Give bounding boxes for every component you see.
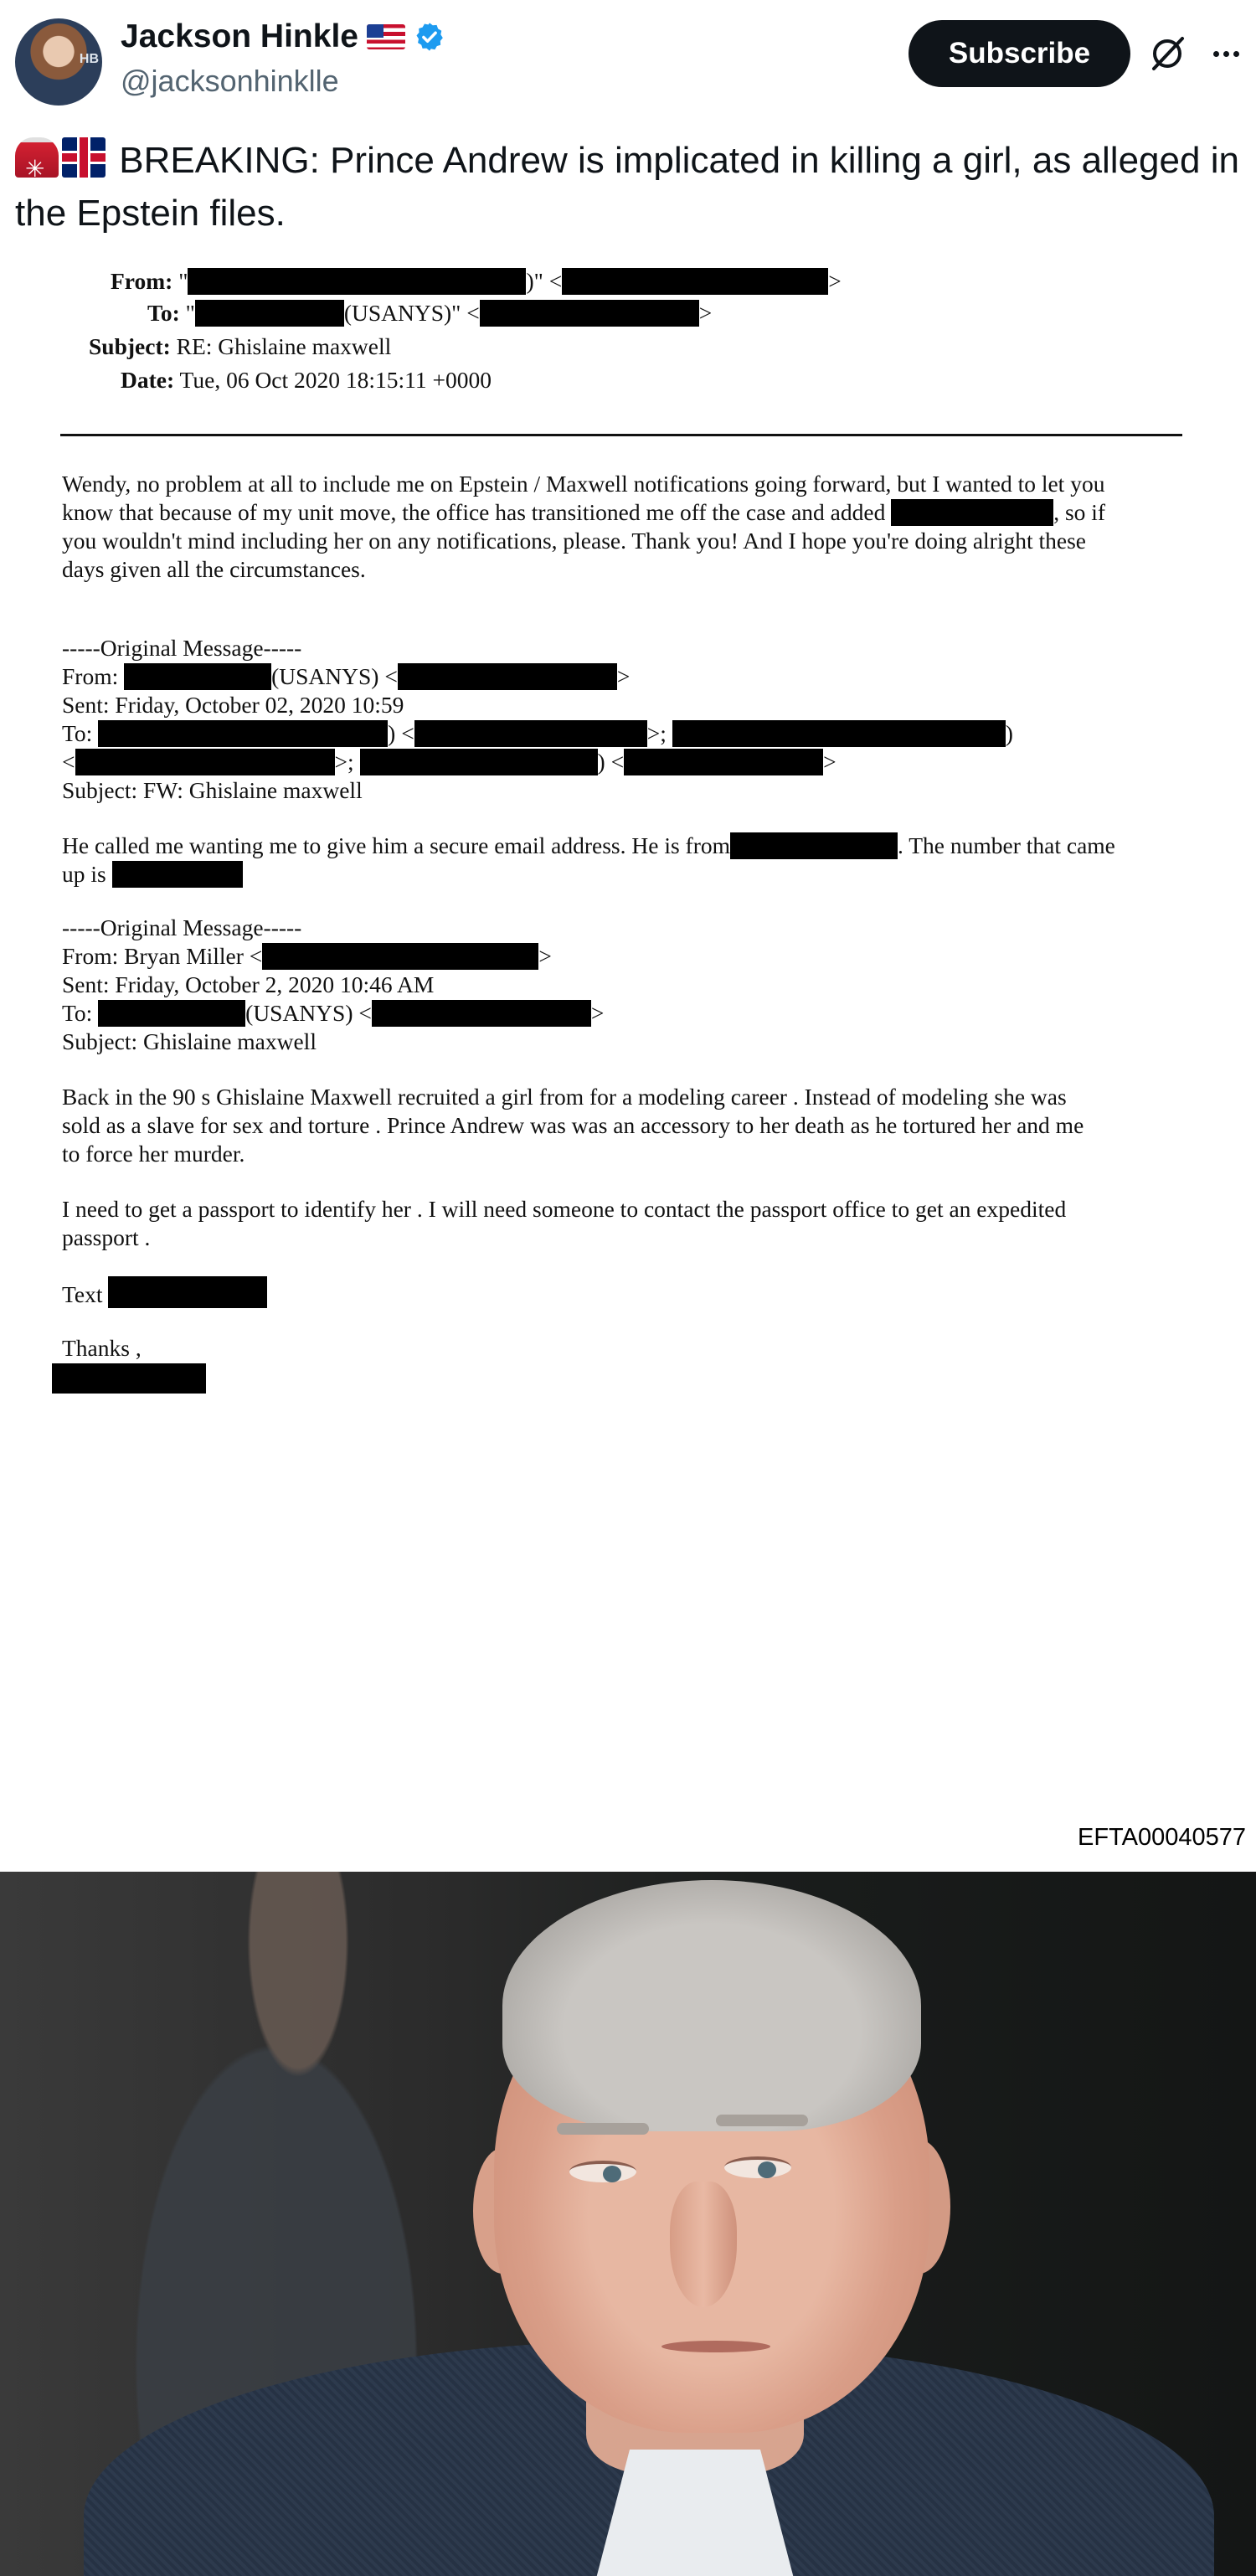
reply-body-line: days given all the circumstances. xyxy=(62,556,366,582)
orig2-body-line: sold as a slave for sex and torture . Prince Andrew was was an accessory to her death as he tortured her and me xyxy=(62,1112,1084,1138)
redaction xyxy=(98,1000,245,1027)
post-header xyxy=(0,0,1256,126)
orig2-to-line: To: (USANYS) < > xyxy=(62,1000,605,1026)
doc-divider xyxy=(60,434,1182,436)
author-name[interactable]: Jackson Hinkle xyxy=(121,18,358,54)
verified-icon xyxy=(414,21,445,53)
subscribe-button[interactable]: Subscribe xyxy=(909,20,1130,87)
reply-body-line: Wendy, no problem at all to include me on Epstein / Maxwell notifications going forward, but I wanted to let you xyxy=(62,471,1105,497)
orig2-body-line: passport . xyxy=(62,1224,151,1250)
redaction xyxy=(188,268,526,295)
redaction xyxy=(262,943,538,970)
original-message-divider: -----Original Message----- xyxy=(62,914,302,940)
author-name-row xyxy=(121,18,445,55)
nose xyxy=(670,2182,737,2307)
eyebrow xyxy=(557,2123,649,2135)
orig2-text-line: Text xyxy=(62,1276,267,1308)
original-message-divider: -----Original Message----- xyxy=(62,635,302,661)
author-avatar[interactable] xyxy=(15,18,102,106)
orig2-body-line: I need to get a passport to identify her . I will need someone to contact the passport office to get an expedited xyxy=(62,1196,1067,1222)
redaction xyxy=(124,663,271,690)
orig1-subject-line: Subject: FW: Ghislaine maxwell xyxy=(62,777,363,803)
redaction xyxy=(672,720,1006,747)
redaction xyxy=(360,749,598,775)
orig1-body-line: up is xyxy=(62,861,243,888)
redaction xyxy=(195,300,344,327)
redaction xyxy=(891,499,1053,526)
orig1-cc-line: < >; ) < > xyxy=(62,749,836,775)
doc-from-line: From: " )" < > xyxy=(111,268,842,294)
redaction xyxy=(75,749,335,775)
orig2-thanks-line: Thanks , xyxy=(62,1335,142,1361)
signature-redaction-line xyxy=(52,1363,206,1394)
post-text-body: BREAKING: Prince Andrew is implicated in killing a girl, as alleged in the Epstein files. xyxy=(15,140,1239,234)
redaction xyxy=(398,663,617,690)
redaction xyxy=(480,300,699,327)
us-flag-icon xyxy=(367,24,405,49)
redaction xyxy=(108,1276,267,1308)
redaction xyxy=(562,268,828,295)
more-icon[interactable] xyxy=(1206,33,1246,74)
redaction xyxy=(624,749,823,775)
grok-icon[interactable] xyxy=(1147,33,1187,74)
uk-flag-icon xyxy=(62,137,106,178)
eyebrow xyxy=(716,2115,808,2126)
document-id: EFTA00040577 xyxy=(1078,1824,1246,1851)
reply-body-line: know that because of my unit move, the office has transitioned me off the case and added , so if xyxy=(62,499,1106,525)
redaction xyxy=(372,1000,591,1027)
doc-to-line: To: " (USANYS)" < > xyxy=(147,300,713,326)
prince-andrew-photo[interactable] xyxy=(0,1872,1256,2576)
hair xyxy=(502,1880,921,2131)
siren-icon xyxy=(15,137,59,178)
orig2-body-line: to force her murder. xyxy=(62,1141,245,1167)
eye xyxy=(569,2161,636,2182)
orig2-body-line: Back in the 90 s Ghislaine Maxwell recruited a girl from for a modeling career . Instead of modeling she was xyxy=(62,1084,1067,1110)
redaction xyxy=(112,861,243,888)
redaction xyxy=(98,720,388,747)
orig1-sent-line: Sent: Friday, October 02, 2020 10:59 xyxy=(62,692,404,718)
doc-subject-line: Subject: RE: Ghislaine maxwell xyxy=(89,333,392,359)
orig2-subject-line: Subject: Ghislaine maxwell xyxy=(62,1028,317,1054)
redaction xyxy=(414,720,647,747)
orig1-from-line: From: (USANYS) < > xyxy=(62,663,631,689)
reply-body-line: you wouldn't mind including her on any notifications, please. Thank you! And I hope you're doing alright these xyxy=(62,528,1086,554)
redaction xyxy=(52,1363,206,1394)
email-document-image[interactable] xyxy=(0,260,1256,1872)
orig1-to-line: To: ) < >; ) xyxy=(62,720,1013,746)
doc-date-line: Date: Tue, 06 Oct 2020 18:15:11 +0000 xyxy=(121,367,492,393)
orig2-sent-line: Sent: Friday, October 2, 2020 10:46 AM xyxy=(62,971,435,997)
orig2-from-line: From: Bryan Miller < > xyxy=(62,943,552,969)
mouth xyxy=(661,2341,770,2352)
redaction xyxy=(730,832,898,859)
author-handle[interactable]: @jacksonhinklle xyxy=(121,64,339,98)
eye xyxy=(724,2156,791,2178)
avatar-badge-text: HB xyxy=(79,52,99,66)
post-text xyxy=(15,134,1242,240)
orig1-body-line: He called me wanting me to give him a secure email address. He is from . The number that came xyxy=(62,832,1115,858)
